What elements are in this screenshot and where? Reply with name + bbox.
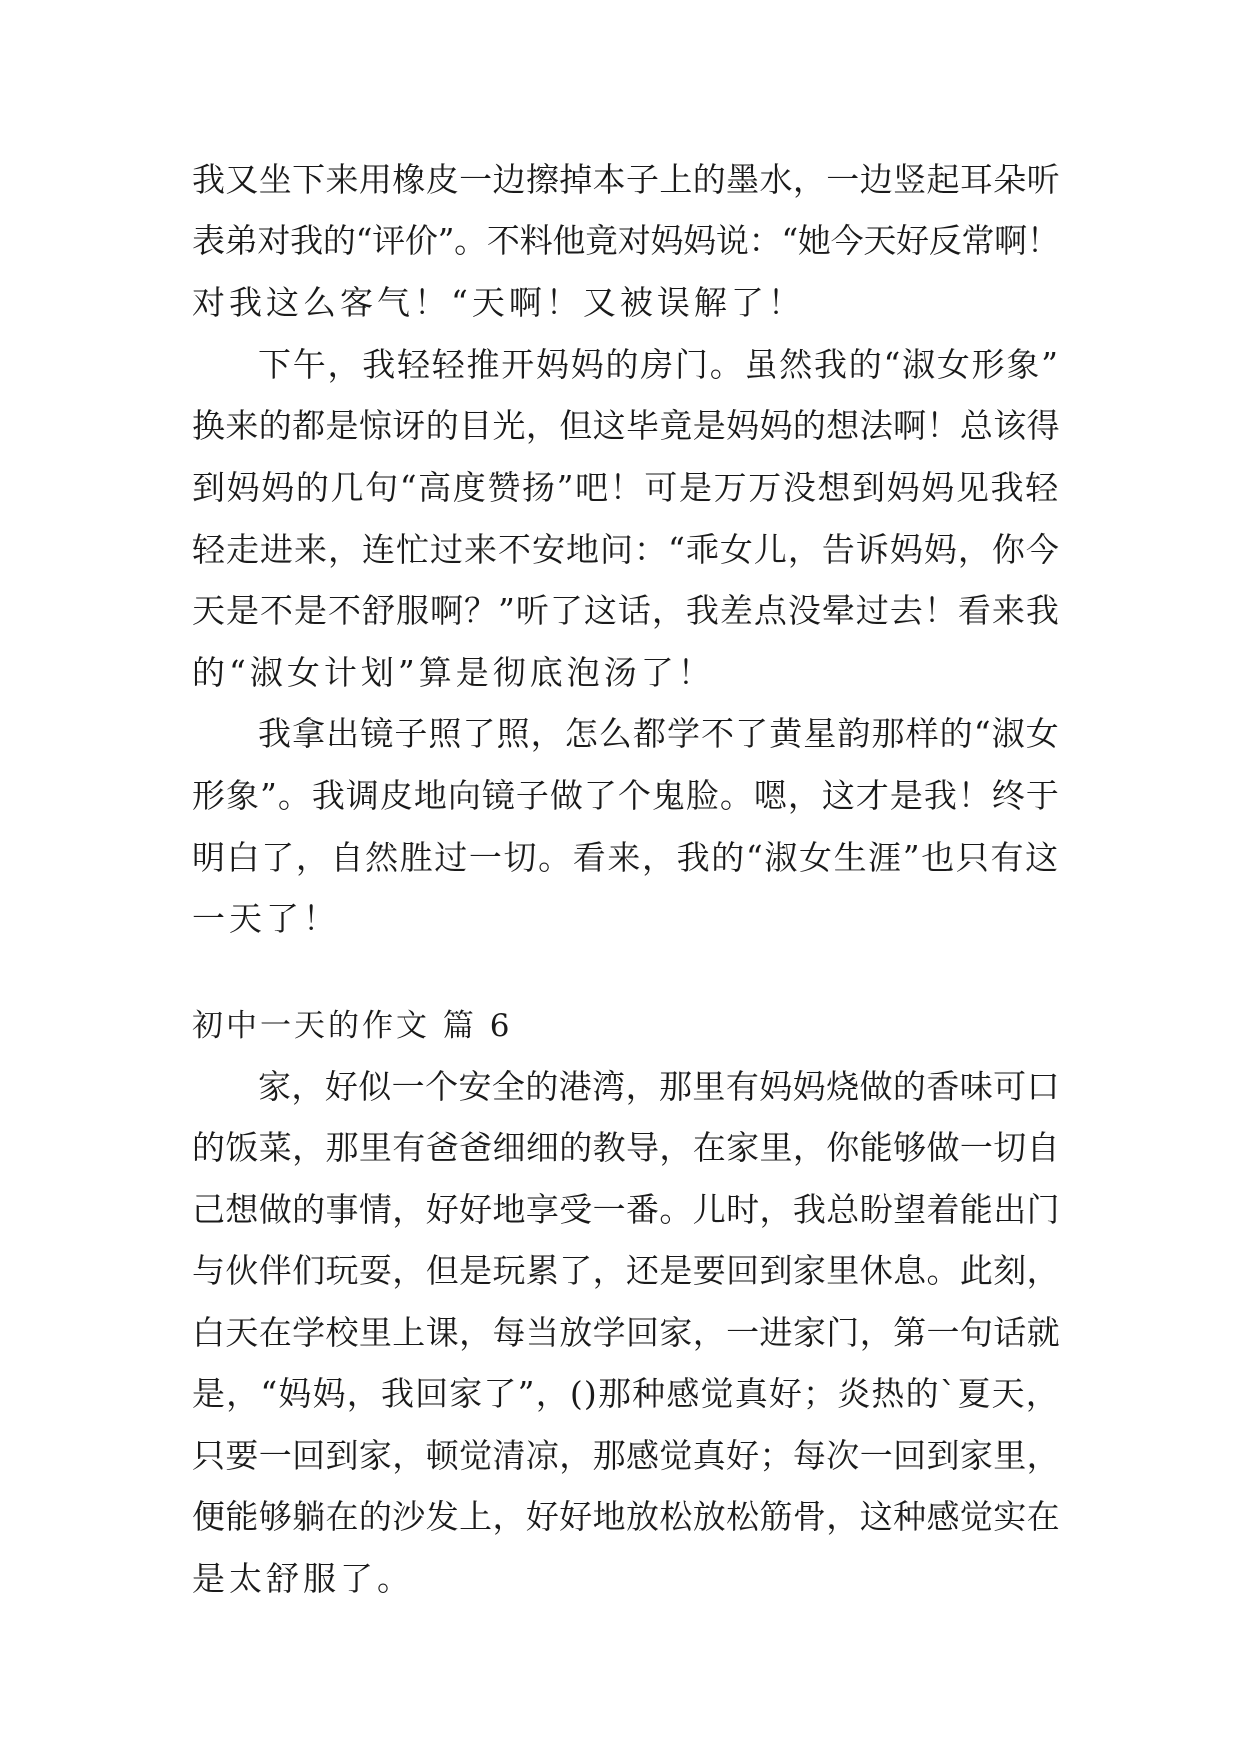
paragraph-line: 形象”。我调皮地向镜子做了个鬼脸。嗯，这才是我！终于 [192, 776, 1060, 815]
paragraph-line: 是太舒服了。 [192, 1559, 414, 1598]
paragraph-line: 表弟对我的“评价”。不料他竟对妈妈说：“她今天好反常啊！ [192, 221, 1060, 260]
paragraph-line: 只要一回到家，顿觉清凉，那感觉真好；每次一回到家里， [192, 1436, 1060, 1475]
paragraph-line: 己想做的事情，好好地享受一番。儿时，我总盼望着能出门 [192, 1190, 1060, 1229]
section-heading: 初中一天的作文 篇 6 [192, 1008, 513, 1044]
paragraph-line: 一天了！ [192, 899, 340, 938]
paragraph-line: 我又坐下来用橡皮一边擦掉本子上的墨水，一边竖起耳朵听 [192, 160, 1060, 199]
paragraph-line: 白天在学校里上课，每当放学回家，一进家门，第一句话就 [192, 1313, 1060, 1352]
paragraph-line: 的“淑女计划”算是彻底泡汤了！ [192, 653, 715, 692]
paragraph-line: 换来的都是惊讶的目光，但这毕竟是妈妈的想法啊！总该得 [192, 406, 1060, 445]
paragraph-first-line: 我拿出镜子照了照，怎么都学不了黄星韵那样的“淑女 [258, 714, 1060, 753]
paragraph-line: 与伙伴们玩耍，但是玩累了，还是要回到家里休息。此刻， [192, 1251, 1060, 1290]
paragraph-line: 便能够躺在的沙发上，好好地放松放松筋骨，这种感觉实在 [192, 1497, 1060, 1536]
paragraph-first-line: 家，好似一个安全的港湾，那里有妈妈烧做的香味可口 [258, 1067, 1060, 1106]
paragraph-line: 轻走进来，连忙过来不安地问：“乖女儿，告诉妈妈，你今 [192, 530, 1060, 569]
paragraph-line: 明白了，自然胜过一切。看来，我的“淑女生涯”也只有这 [192, 838, 1060, 877]
paragraph-line: 到妈妈的几句“高度赞扬”吧！可是万万没想到妈妈见我轻 [192, 468, 1060, 507]
paragraph-line: 是，“妈妈，我回家了”，()那种感觉真好；炎热的`夏天， [192, 1374, 1060, 1413]
paragraph-line: 天是不是不舒服啊？”听了这话，我差点没晕过去！看来我 [192, 591, 1060, 630]
paragraph-line: 对我这么客气！“天啊！又被误解了！ [192, 283, 805, 322]
paragraph-first-line: 下午，我轻轻推开妈妈的房门。虽然我的“淑女形象” [258, 345, 1060, 384]
paragraph-line: 的饭菜，那里有爸爸细细的教导，在家里，你能够做一切自 [192, 1128, 1060, 1167]
